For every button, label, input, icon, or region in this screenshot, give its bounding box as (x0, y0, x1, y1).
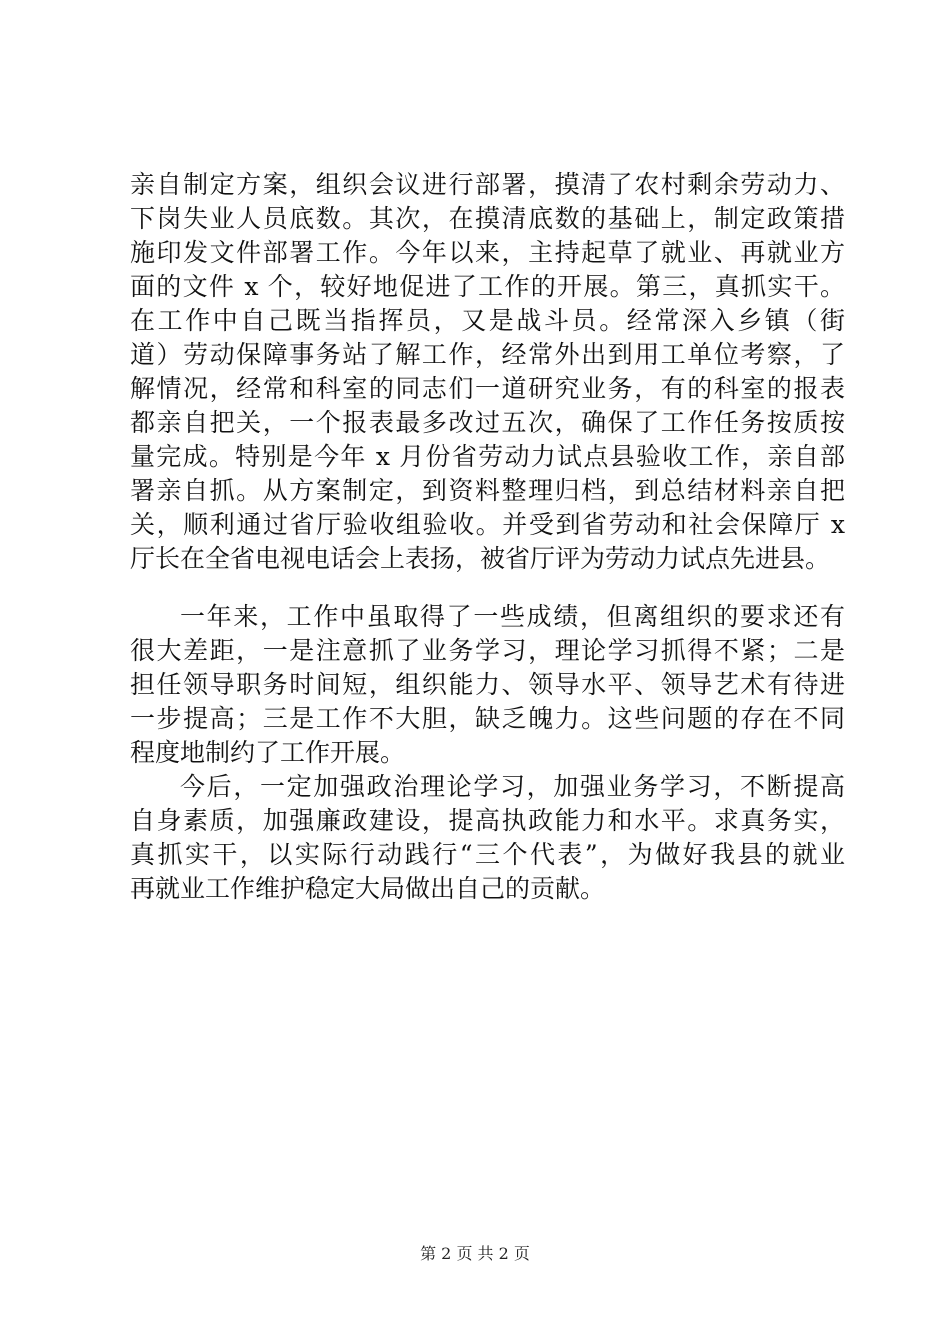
paragraph-3-line-1: 今后，一定加强政治理论学习，加强业务学习，不断提高 (180, 772, 845, 801)
paragraph-1-line-11: 关，顺利通过省厅验收组验收。并受到省劳动和社会保障厅 x (130, 510, 845, 539)
paragraph-1-line-12: 厅长在全省电视电话会上表扬，被省厅评为劳动力试点先进县。 (130, 544, 831, 573)
paragraph-3-line-2: 自身素质，加强廉政建设，提高执政能力和水平。求真务实， (130, 806, 845, 835)
paragraph-2-line-1: 一年来，工作中虽取得了一些成绩，但离组织的要求还有 (180, 602, 845, 631)
paragraph-2-line-5: 程度地制约了工作开展。 (130, 738, 406, 767)
paragraph-3-line-4: 再就业工作维护稳定大局做出自己的贡献。 (130, 874, 606, 903)
page-number-footer: 第 2 页 共 2 页 (420, 1244, 530, 1263)
paragraph-1-line-5: 在工作中自己既当指挥员，又是战斗员。经常深入乡镇（街 (130, 306, 845, 335)
paragraph-2-line-4: 一步提高；三是工作不大胆，缺乏魄力。这些问题的存在不同 (130, 704, 845, 733)
paragraph-1-line-7: 解情况，经常和科室的同志们一道研究业务，有的科室的报表 (130, 374, 845, 403)
paragraph-1-line-3: 施印发文件部署工作。今年以来，主持起草了就业、再就业方 (130, 238, 845, 267)
paragraph-1-line-8: 都亲自把关，一个报表最多改过五次，确保了工作任务按质按 (130, 408, 845, 437)
paragraph-2-line-3: 担任领导职务时间短，组织能力、领导水平、领导艺术有待进 (130, 670, 845, 699)
paragraph-1-line-9: 量完成。特别是今年 x 月份省劳动力试点县验收工作，亲自部 (130, 442, 845, 471)
paragraph-1-line-4: 面的文件 x 个，较好地促进了工作的开展。第三，真抓实干。 (130, 272, 845, 301)
paragraph-1-line-6: 道）劳动保障事务站了解工作，经常外出到用工单位考察，了 (130, 340, 845, 369)
paragraph-1-line-1: 亲自制定方案，组织会议进行部署，摸清了农村剩余劳动力、 (130, 170, 845, 199)
paragraph-1-line-10: 署亲自抓。从方案制定，到资料整理归档，到总结材料亲自把 (130, 476, 845, 505)
paragraph-1-line-2: 下岗失业人员底数。其次，在摸清底数的基础上，制定政策措 (130, 204, 845, 233)
paragraph-2-line-2: 很大差距，一是注意抓了业务学习，理论学习抓得不紧；二是 (130, 636, 845, 665)
paragraph-3-line-3: 真抓实干，以实际行动践行“三个代表”，为做好我县的就业 (130, 840, 845, 869)
